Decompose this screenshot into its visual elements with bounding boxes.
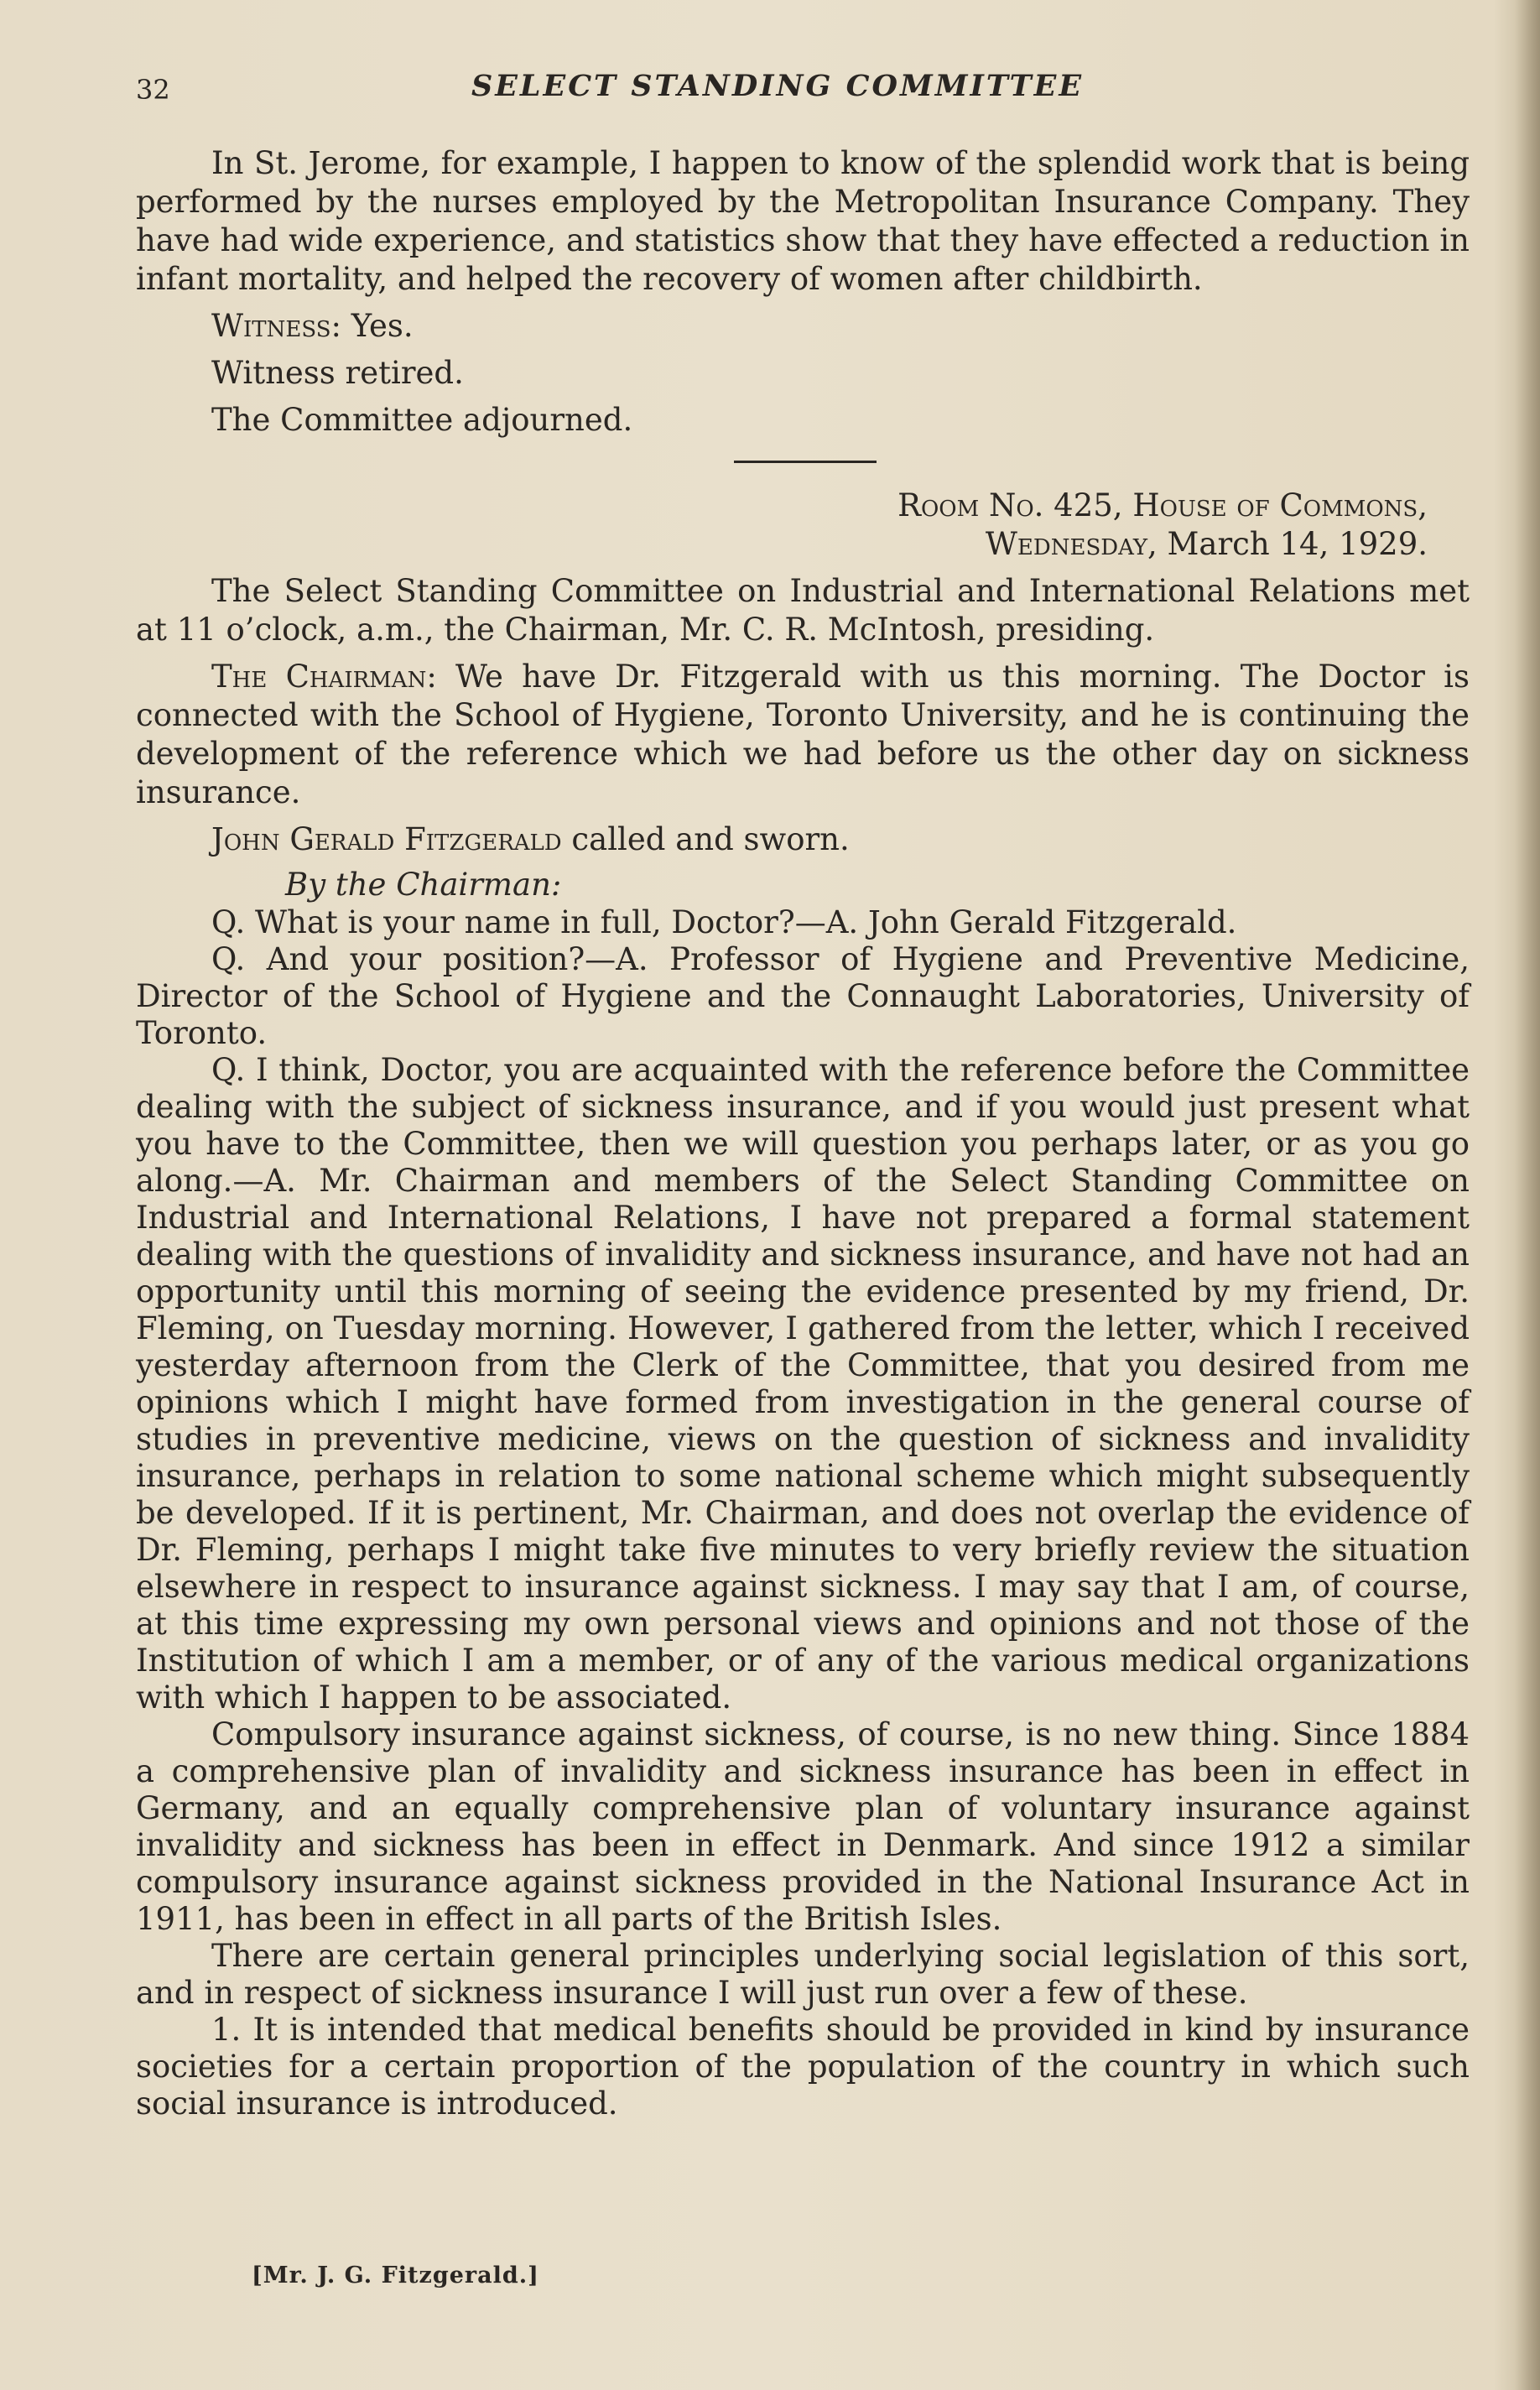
paragraph-compulsory-insurance: Compulsory insurance against sickness, of course, is no new thing. Since 1884 a comprehensive plan of invalidity and sickness insurance has been in effect in Germany, and an equally comprehensive plan of voluntary insurance against invalidity and sickness has been in effect in Denmark. And since 1912 a similar compulsory insurance against sickness provided in the National Insurance Act in 1911, has been in effect in all parts of the British Isles. [136,1716,1470,1937]
section-divider [136,440,1470,487]
paragraph-witness-yes [136,307,1470,346]
chairman-statement: : We have Dr. Fitzgerald with us this morning. The Doctor is connected with the School of Hygiene, Toronto University, and he is continuing the development of the reference which we had before us the other day on sickness insurance. [136,659,1470,810]
question-reference: Q. I think, Doctor, you are acquainted with the reference before the Committee dealing with the subject of sickness insurance, and if you would just present what you have to the Committee, then we will question you perhaps later, or as you go along.—A. Mr. Chairman and members of the Select Standing Committee on Industrial and International Relations, I have not prepared a formal statement dealing with the questions of invalidity and sickness insurance, and have not had an opportunity until this morning of seeing the evidence presented by my friend, Dr. Fleming, on Tuesday morning. However, I gathered from the letter, which I received yesterday afternoon from the Clerk of the Committee, that you desired from me opinions which I might have formed from investigation in the general course of studies in preventive medicine, views on the question of sickness and invalidity insurance, perhaps in relation to some national scheme which might subsequently be developed. If it is pertinent, Mr. Chairman, and does not overlap the evidence of Dr. Fleming, perhaps I might take five minutes to very briefly review the situation elsewhere in respect to insurance against sickness. I may say that I am, of course, at this time expressing my own personal views and opinions and not those of the Institution of which I am a member, or of any of the various medical organizations with which I happen to be associated. [136,1052,1470,1716]
book-spine-shadow [1515,0,1540,2390]
speaker-chairman: The Chairman [211,659,427,695]
paragraph-adjourned: The Committee adjourned. [211,402,633,438]
speaker-witness: Witness [211,308,331,344]
sworn-text: called and sworn. [561,821,850,857]
paragraph-committee-met: The Select Standing Committee on Industrial and International Relations met at 11 o’clock, a.m., the Chairman, Mr. C. R. McIntosh, presiding. [136,573,1470,648]
paragraph-chairman-intro [136,658,1470,812]
page-number: 32 [136,74,170,106]
running-head: SELECT STANDING COMMITTEE [471,69,1085,103]
meeting-location: Room No. 425, House of Commons, [897,487,1428,523]
paragraph-principle-one: 1. It is intended that medical benefits should be provided in kind by insurance societies for a certain proportion of the population of the country in which such social insurance is introduced. [136,2012,1470,2122]
meeting-date-text: March 14, 1929. [1157,526,1428,562]
question-position: Q. And your position?—A. Professor of Hygiene and Preventive Medicine, Director of the School of Hygiene and the Connaught Laboratories, University of Toronto. [136,941,1470,1051]
divider-rule [734,461,877,463]
meeting-weekday: Wednesday, [985,526,1158,562]
meeting-date [136,525,1428,564]
witness-reply: : Yes. [330,308,414,344]
examination-byline: By the Chairman: [285,867,562,903]
paragraph-st-jerome: In St. Jerome, for example, I happen to know of the splendid work that is being performed by the nurses employed by the Metropolitan Insurance Company. They have had wide experience, and statistics show that they have effected a reduction in infant mortality, and helped the recovery of women after childbirth. [136,145,1470,297]
speaker-footnote: [Mr. J. G. Fitzgerald.] [252,2262,539,2288]
witness-name: John Gerald Fitzgerald [211,821,562,857]
question-name: Q. What is your name in full, Doctor?—A. John Gerald Fitzgerald. [211,904,1237,940]
page-body [136,144,1470,2122]
page-header [136,69,1419,119]
paragraph-witness-retired: Witness retired. [211,355,464,391]
paragraph-witness-sworn [136,820,1470,859]
paragraph-general-principles: There are certain general principles underlying social legislation of this sort, and in respect of sickness insurance I will just run over a few of these. [136,1938,1470,2011]
